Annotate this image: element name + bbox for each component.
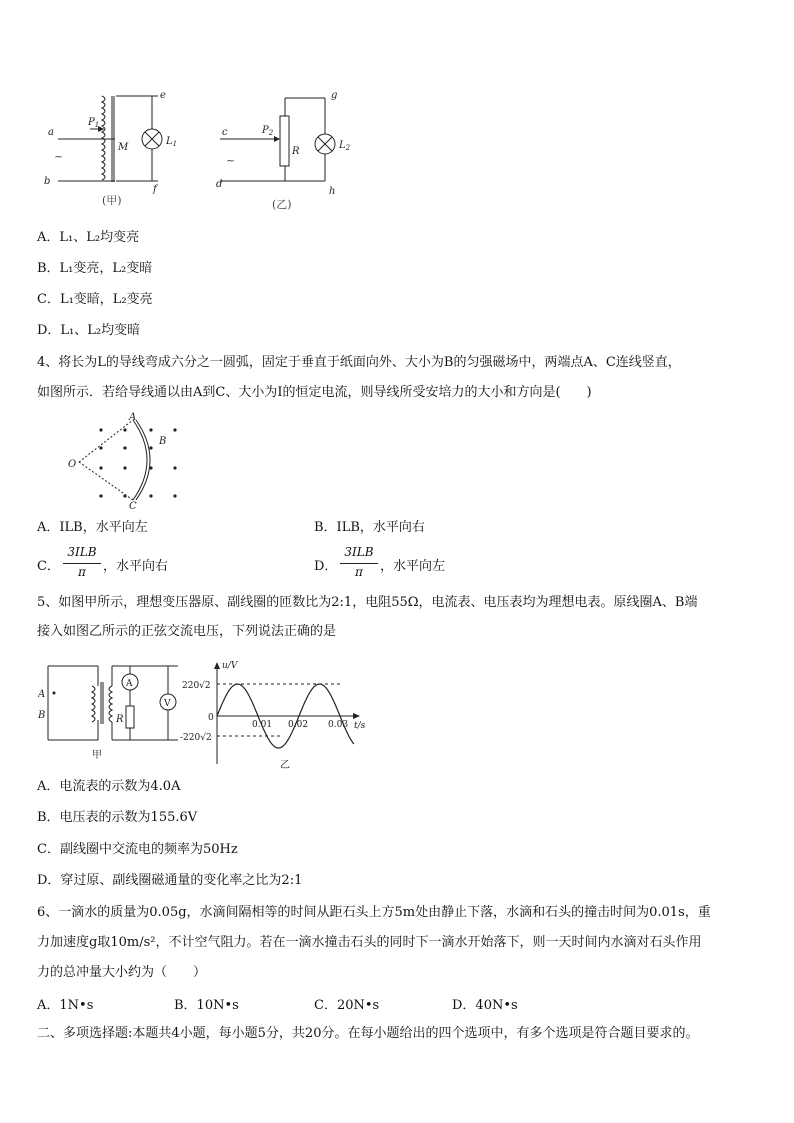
q5-chart-ylabel: u/V: [222, 661, 238, 671]
q4-label-a: A: [129, 412, 137, 423]
q6-stem-line3: 力的总冲量大小约为（ ）: [37, 965, 207, 980]
label-P1: $P_1$: [88, 117, 100, 129]
q5-stem-line1: 5、如图甲所示，理想变压器原、副线圈的匝数比为2:1，电阻55Ω，电流表、电压表均为理想电表。原线圈A、B端: [37, 595, 698, 610]
label-b: b: [44, 176, 51, 187]
q5-voltage-chart: [180, 654, 380, 770]
label-a: a: [48, 127, 54, 138]
label-e: e: [160, 90, 166, 101]
caption-yi: (乙): [272, 198, 292, 211]
q4-label-b: B: [159, 436, 167, 447]
label-g: g: [331, 90, 338, 101]
q5-option-a: A．电流表的示数为4.0A: [37, 779, 181, 794]
caption-jia: (甲): [102, 194, 122, 207]
q5-chart-tick-001: 0.01: [252, 720, 273, 730]
label-f: f: [153, 184, 157, 195]
q4-option-d-suffix: ，水平向左: [380, 559, 446, 574]
q5-chart-caption: 乙: [280, 760, 290, 770]
label-c: c: [222, 127, 228, 138]
q5-stem-line2: 接入如图乙所示的正弦交流电压，下列说法正确的是: [37, 624, 337, 639]
label-R: R: [292, 146, 300, 157]
q5-chart-tick-003: 0.03: [328, 720, 349, 730]
q5-option-d: D．穿过原、副线圈磁通量的变化率之比为2:1: [37, 873, 303, 888]
q4-option-c-suffix: ，水平向右: [103, 559, 169, 574]
q5-caption-jia: 甲: [92, 750, 102, 761]
section-2-heading: 二、多项选择题:本题共4小题，每小题5分，共20分。在每小题给出的四个选项中，有多个选项是符合题目要求的。: [37, 1026, 699, 1041]
q4-option-a: A．ILB，水平向左: [37, 520, 148, 535]
q5-voltmeter-label: V: [164, 699, 171, 709]
q4-option-c-prefix: C．: [37, 559, 60, 574]
q5-chart-tick-002: 0.02: [288, 720, 309, 730]
tilde-jia: ~: [54, 150, 64, 163]
q5-transformer-figure: [38, 656, 188, 766]
q5-ammeter-label: A: [126, 679, 133, 689]
label-L1: $L_1$: [166, 136, 178, 148]
circuits-figure: [40, 84, 360, 214]
q4-option-c-numerator: 3ILB: [67, 545, 97, 559]
q5-chart-ymin: -220√2: [180, 733, 212, 743]
q4-option-d-denominator: π: [355, 565, 363, 579]
q4-stem-line1: 4、将长为L的导线弯成六分之一圆弧，固定于垂直于纸面向外、大小为B的匀强磁场中，两端点A、C连线竖直，: [37, 355, 681, 370]
q3-option-b: B．L₁变亮，L₂变暗: [37, 261, 153, 276]
q5-chart-ymax: 220√2: [182, 681, 211, 691]
label-L2: $L_2$: [339, 140, 351, 152]
q4-stem-line2: 如图所示．若给导线通以由A到C、大小为I的恒定电流，则导线所受安培力的大小和方向是( ): [37, 385, 592, 400]
q6-stem-line2: 力加速度g取10m/s²，不计空气阻力。若在一滴水撞击石头的同时下一滴水开始落下，则一天时间内水滴对石头作用: [37, 935, 702, 950]
label-M: M: [118, 142, 129, 153]
q4-option-d-fraction-bar: [340, 563, 378, 564]
q5-option-b: B．电压表的示数为155.6V: [37, 810, 198, 825]
label-P2: $P_2$: [262, 125, 274, 137]
q6-option-b: B．10N•s: [174, 998, 239, 1013]
q5-label-r: R: [116, 714, 124, 725]
q6-stem-line1: 6、一滴水的质量为0.05g，水滴间隔相等的时间从距石头上方5m处由静止下落，水滴和石头的撞击时间为0.01s，重: [37, 905, 711, 920]
q3-option-d: D．L₁、L₂均变暗: [37, 323, 141, 338]
q4-option-d-prefix: D．: [314, 559, 338, 574]
tilde-yi: ~: [226, 154, 236, 167]
q4-label-c: C: [129, 501, 137, 510]
q6-option-a: A．1N•s: [37, 998, 94, 1013]
q3-option-c: C．L₁变暗，L₂变亮: [37, 292, 153, 307]
q4-option-c-fraction-bar: [63, 563, 101, 564]
q3-option-a: A．L₁、L₂均变亮: [37, 230, 140, 245]
q6-option-c: C．20N•s: [314, 998, 380, 1013]
q6-option-d: D．40N•s: [452, 998, 518, 1013]
q4-arc-figure: [65, 410, 195, 510]
q4-label-o: O: [68, 459, 77, 470]
q5-chart-zero: 0: [208, 713, 214, 723]
label-h: h: [329, 186, 336, 197]
label-d: d: [216, 179, 223, 190]
q5-label-a: A: [38, 689, 46, 700]
q5-label-b: B: [38, 710, 46, 721]
q4-option-c-denominator: π: [78, 565, 86, 579]
q4-option-b: B．ILB，水平向右: [314, 520, 425, 535]
q4-option-d-numerator: 3ILB: [344, 545, 374, 559]
q5-chart-xlabel: t/s: [354, 721, 366, 731]
q5-option-c: C．副线圈中交流电的频率为50Hz: [37, 842, 238, 857]
